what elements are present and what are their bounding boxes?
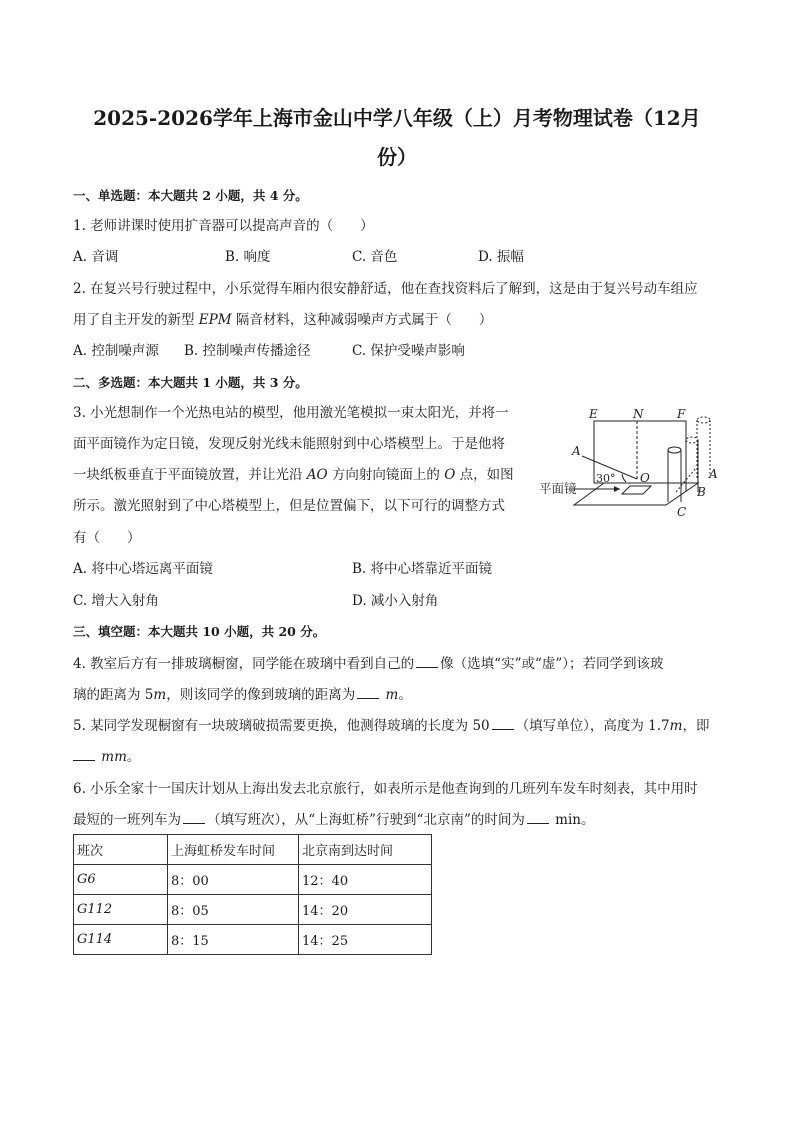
table-header-cell: 班次 [74, 835, 168, 865]
q4-line2: 璃的距离为 5m，则该同学的像到玻璃的距离为 m。 [73, 687, 412, 703]
tower-c-top [668, 447, 681, 453]
q5-blank-1[interactable] [492, 717, 514, 730]
fig-label-o: O [640, 471, 650, 485]
section-multi-choice: 二、多选题：本大题共 1 小题，共 3 分。 [73, 375, 308, 390]
q1-option-a: A. 音调 [73, 249, 119, 265]
q3-stem-line5: 有（ ） [73, 530, 141, 546]
table-row [74, 925, 432, 955]
table-row [74, 895, 432, 925]
angle-arc [622, 474, 626, 482]
q2-option-b: B. 控制噪声传播途径 [184, 343, 311, 359]
q6-blank-2[interactable] [527, 811, 549, 824]
q4-line1: 4. 教室后方有一排玻璃橱窗，同学能在玻璃中看到自己的 像（选填“实”或“虚”）；若同学到该玻 [73, 656, 664, 672]
q2-option-a: A. 控制噪声源 [73, 343, 159, 359]
q5-line2: mm。 [73, 747, 140, 767]
section-fill-blank: 三、填空题：本大题共 10 小题，共 20 分。 [73, 624, 326, 639]
q2-stem-line1: 2. 在复兴号行驶过程中，小乐觉得车厢内很安静舒适，他在查找资料后了解到，这是由于复兴号动车组应 [73, 281, 698, 297]
arrow-head-icon [614, 486, 620, 492]
q1-option-d: D. 振幅 [478, 249, 524, 265]
q1-option-c: C. 音色 [352, 249, 398, 265]
mirror-piece [622, 486, 651, 494]
table-header-cell: 北京南到达时间 [299, 835, 432, 865]
section-single-choice: 一、单选题：本大题共 2 小题，共 4 分。 [73, 188, 308, 203]
q3-stem-line3: 一块纸板垂直于平面镜放置，并让光沿 AO 方向射向镜面上的 O 点，如图 [73, 467, 514, 483]
q4-blank-1[interactable] [416, 655, 438, 668]
q2-option-c: C. 保护受噪声影响 [352, 343, 465, 359]
q6-line2: 最短的一班列车为 （填写班次），从“上海虹桥”行驶到“北京南”的时间为 min。 [73, 812, 595, 828]
table-cell: 12：40 [299, 865, 432, 895]
q5-line1: 5. 某同学发现橱窗有一块玻璃破损需要更换，他测得玻璃的长度为 50 （填写单位），高度为 1.7m，即 [73, 718, 710, 734]
q3-option-b: B. 将中心塔靠近平面镜 [352, 561, 493, 577]
table-cell: G112 [74, 895, 168, 925]
table-cell: G6 [74, 865, 168, 895]
q6-line1: 6. 小乐全家十一国庆计划从上海出发去北京旅行，如表所示是他查询到的几班列车发车时刻表，其中用时 [73, 781, 698, 797]
exam-title-line1: 2025-2026学年上海市金山中学八年级（上）月考物理试卷（12月 [93, 106, 701, 130]
table-cell: 8：15 [168, 925, 299, 955]
q1-option-b: B. 响度 [225, 249, 271, 265]
table-cell: 8：00 [168, 865, 299, 895]
table-row [74, 865, 432, 895]
train-schedule-table [73, 834, 432, 955]
fig-label-mirror: 平面镜 [539, 481, 577, 496]
q3-option-d: D. 减小入射角 [352, 593, 439, 609]
q3-option-a: A. 将中心塔远离平面镜 [73, 561, 213, 577]
table-cell: 8：05 [168, 895, 299, 925]
exam-title-line2: 份） [377, 145, 417, 169]
fig-label-n: N [633, 407, 644, 421]
q3-stem-line2: 面平面镜作为定日镜，发现反射光线未能照射到中心塔模型上。于是他将 [73, 436, 505, 452]
mirror-figure [536, 402, 728, 522]
table-header-cell: 上海虹桥发车时间 [168, 835, 299, 865]
fig-label-angle: 30° [596, 472, 616, 485]
fig-label-a-right: A [709, 467, 718, 481]
fig-label-c: C [677, 505, 687, 519]
fig-label-b: B [697, 485, 706, 499]
table-cell: G114 [74, 925, 168, 955]
q6-blank-1[interactable] [183, 811, 205, 824]
fig-label-a-left: A [572, 444, 581, 458]
tower-a-top [697, 417, 710, 423]
q3-stem-line1: 3. 小光想制作一个光热电站的模型，他用激光笔模拟一束太阳光，并将一 [73, 405, 509, 421]
table-cell: 14：25 [299, 925, 432, 955]
fig-label-e: E [589, 407, 598, 421]
q3-option-c: C. 增大入射角 [73, 593, 159, 609]
q4-blank-2[interactable] [357, 686, 379, 699]
tower-b-top [686, 437, 698, 443]
q1-stem: 1. 老师讲课时使用扩音器可以提高声音的（ ） [73, 218, 374, 234]
q3-stem-line4: 所示。激光照射到了中心塔模型上，但是位置偏下，以下可行的调整方式 [73, 498, 505, 514]
table-cell: 14：20 [299, 895, 432, 925]
fig-label-f: F [677, 407, 686, 421]
q2-stem-line2: 用了自主开发的新型 EPM 隔音材料，这种减弱噪声方式属于（ ） [73, 312, 493, 328]
q5-blank-2[interactable] [73, 748, 95, 761]
table-header-row [74, 835, 432, 865]
tower-c [668, 450, 681, 502]
